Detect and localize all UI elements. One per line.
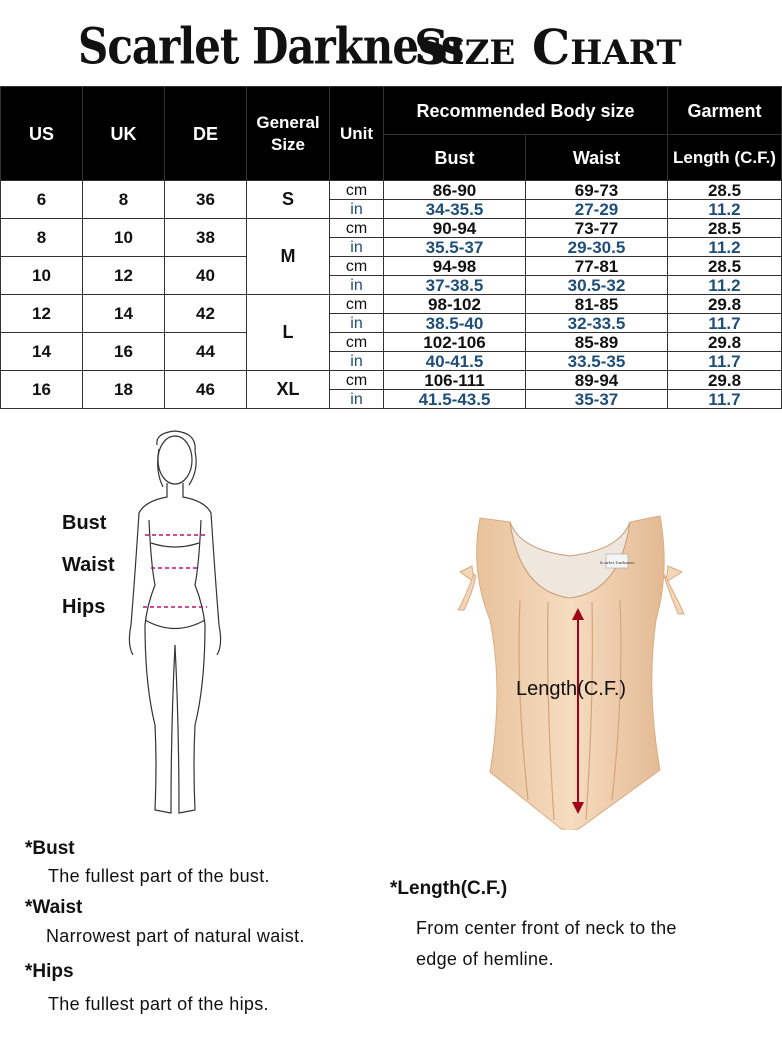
figure-label-hips: Hips: [62, 596, 106, 618]
definition-length-text-line2: edge of hemline.: [416, 949, 554, 969]
size-chart-table: [0, 86, 782, 409]
header-recommended: Recommended Body size: [384, 87, 668, 135]
cell-us: 10: [1, 257, 83, 295]
table-row: [1, 257, 782, 276]
cell-general-size: M: [247, 219, 330, 295]
cell-unit: cm: [330, 333, 384, 352]
cell-us: 16: [1, 371, 83, 409]
table-row: [1, 371, 782, 390]
cell-length: 29.8: [668, 333, 782, 352]
corset-product-image: [450, 510, 690, 830]
cell-bust: 38.5-40: [384, 314, 526, 333]
cell-length: 29.8: [668, 295, 782, 314]
figure-label-bust: Bust: [62, 512, 107, 534]
cell-length: 28.5: [668, 257, 782, 276]
cell-unit: cm: [330, 295, 384, 314]
cell-unit: in: [330, 276, 384, 295]
cell-de: 42: [165, 295, 247, 333]
cell-bust: 90-94: [384, 219, 526, 238]
cell-de: 44: [165, 333, 247, 371]
cell-bust: 86-90: [384, 181, 526, 200]
table-row: [1, 219, 782, 238]
cell-waist: 81-85: [526, 295, 668, 314]
cell-waist: 32-33.5: [526, 314, 668, 333]
cell-unit: cm: [330, 371, 384, 390]
cell-unit: in: [330, 390, 384, 409]
cell-waist: 69-73: [526, 181, 668, 200]
cell-de: 40: [165, 257, 247, 295]
cell-bust: 102-106: [384, 333, 526, 352]
cell-de: 38: [165, 219, 247, 257]
cell-waist: 89-94: [526, 371, 668, 390]
header-us: US: [1, 87, 83, 181]
cell-uk: 18: [83, 371, 165, 409]
header-de: DE: [165, 87, 247, 181]
corset-length-label: Length(C.F.): [516, 678, 627, 700]
cell-us: 12: [1, 295, 83, 333]
table-row: [1, 295, 782, 314]
cell-de: 46: [165, 371, 247, 409]
cell-uk: 10: [83, 219, 165, 257]
cell-length: 11.2: [668, 276, 782, 295]
cell-de: 36: [165, 181, 247, 219]
definition-hips-text: The fullest part of the hips.: [48, 994, 269, 1014]
definition-waist-text: Narrowest part of natural waist.: [46, 926, 305, 946]
cell-unit: in: [330, 238, 384, 257]
cell-bust: 106-111: [384, 371, 526, 390]
page-title: Size Chart: [414, 20, 682, 76]
cell-unit: in: [330, 352, 384, 371]
cell-uk: 16: [83, 333, 165, 371]
cell-unit: cm: [330, 219, 384, 238]
cell-waist: 77-81: [526, 257, 668, 276]
cell-length: 11.2: [668, 238, 782, 257]
cell-bust: 94-98: [384, 257, 526, 276]
header: [0, 0, 782, 86]
definition-bust-text: The fullest part of the bust.: [48, 866, 270, 886]
definition-bust-title: *Bust: [25, 838, 75, 859]
cell-general-size: L: [247, 295, 330, 371]
cell-us: 6: [1, 181, 83, 219]
header-unit: Unit: [330, 87, 384, 181]
cell-waist: 27-29: [526, 200, 668, 219]
cell-uk: 14: [83, 295, 165, 333]
cell-bust: 98-102: [384, 295, 526, 314]
cell-length: 11.7: [668, 352, 782, 371]
header-waist: Waist: [526, 135, 668, 181]
cell-waist: 73-77: [526, 219, 668, 238]
cell-general-size: S: [247, 181, 330, 219]
header-uk: UK: [83, 87, 165, 181]
cell-waist: 33.5-35: [526, 352, 668, 371]
cell-waist: 85-89: [526, 333, 668, 352]
table-row: [1, 181, 782, 200]
cell-unit: cm: [330, 181, 384, 200]
cell-waist: 30.5-32: [526, 276, 668, 295]
cell-unit: in: [330, 314, 384, 333]
cell-length: 11.7: [668, 390, 782, 409]
figure-label-waist: Waist: [62, 554, 115, 576]
cell-bust: 41.5-43.5: [384, 390, 526, 409]
cell-waist: 35-37: [526, 390, 668, 409]
corset-brand-tag: Scarlet Darkness: [599, 560, 635, 565]
cell-uk: 12: [83, 257, 165, 295]
body-figure-illustration: [115, 425, 245, 825]
header-garment: Garment: [668, 87, 782, 135]
cell-uk: 8: [83, 181, 165, 219]
cell-unit: cm: [330, 257, 384, 276]
cell-length: 28.5: [668, 181, 782, 200]
table-row: [1, 333, 782, 352]
header-length: Length (C.F.): [668, 135, 782, 181]
cell-general-size: XL: [247, 371, 330, 409]
cell-length: 11.7: [668, 314, 782, 333]
cell-unit: in: [330, 200, 384, 219]
cell-us: 8: [1, 219, 83, 257]
definition-hips-title: *Hips: [25, 961, 74, 982]
header-bust: Bust: [384, 135, 526, 181]
definition-length-text-line1: From center front of neck to the: [416, 918, 677, 938]
cell-bust: 34-35.5: [384, 200, 526, 219]
brand-logo: Scarlet Darkness: [78, 17, 464, 76]
cell-bust: 35.5-37: [384, 238, 526, 257]
definition-waist-title: *Waist: [25, 897, 83, 918]
cell-us: 14: [1, 333, 83, 371]
cell-length: 28.5: [668, 219, 782, 238]
cell-bust: 40-41.5: [384, 352, 526, 371]
header-general-size: General Size: [247, 87, 330, 181]
cell-length: 29.8: [668, 371, 782, 390]
cell-length: 11.2: [668, 200, 782, 219]
cell-bust: 37-38.5: [384, 276, 526, 295]
definition-length-title: *Length(C.F.): [390, 878, 508, 899]
cell-waist: 29-30.5: [526, 238, 668, 257]
